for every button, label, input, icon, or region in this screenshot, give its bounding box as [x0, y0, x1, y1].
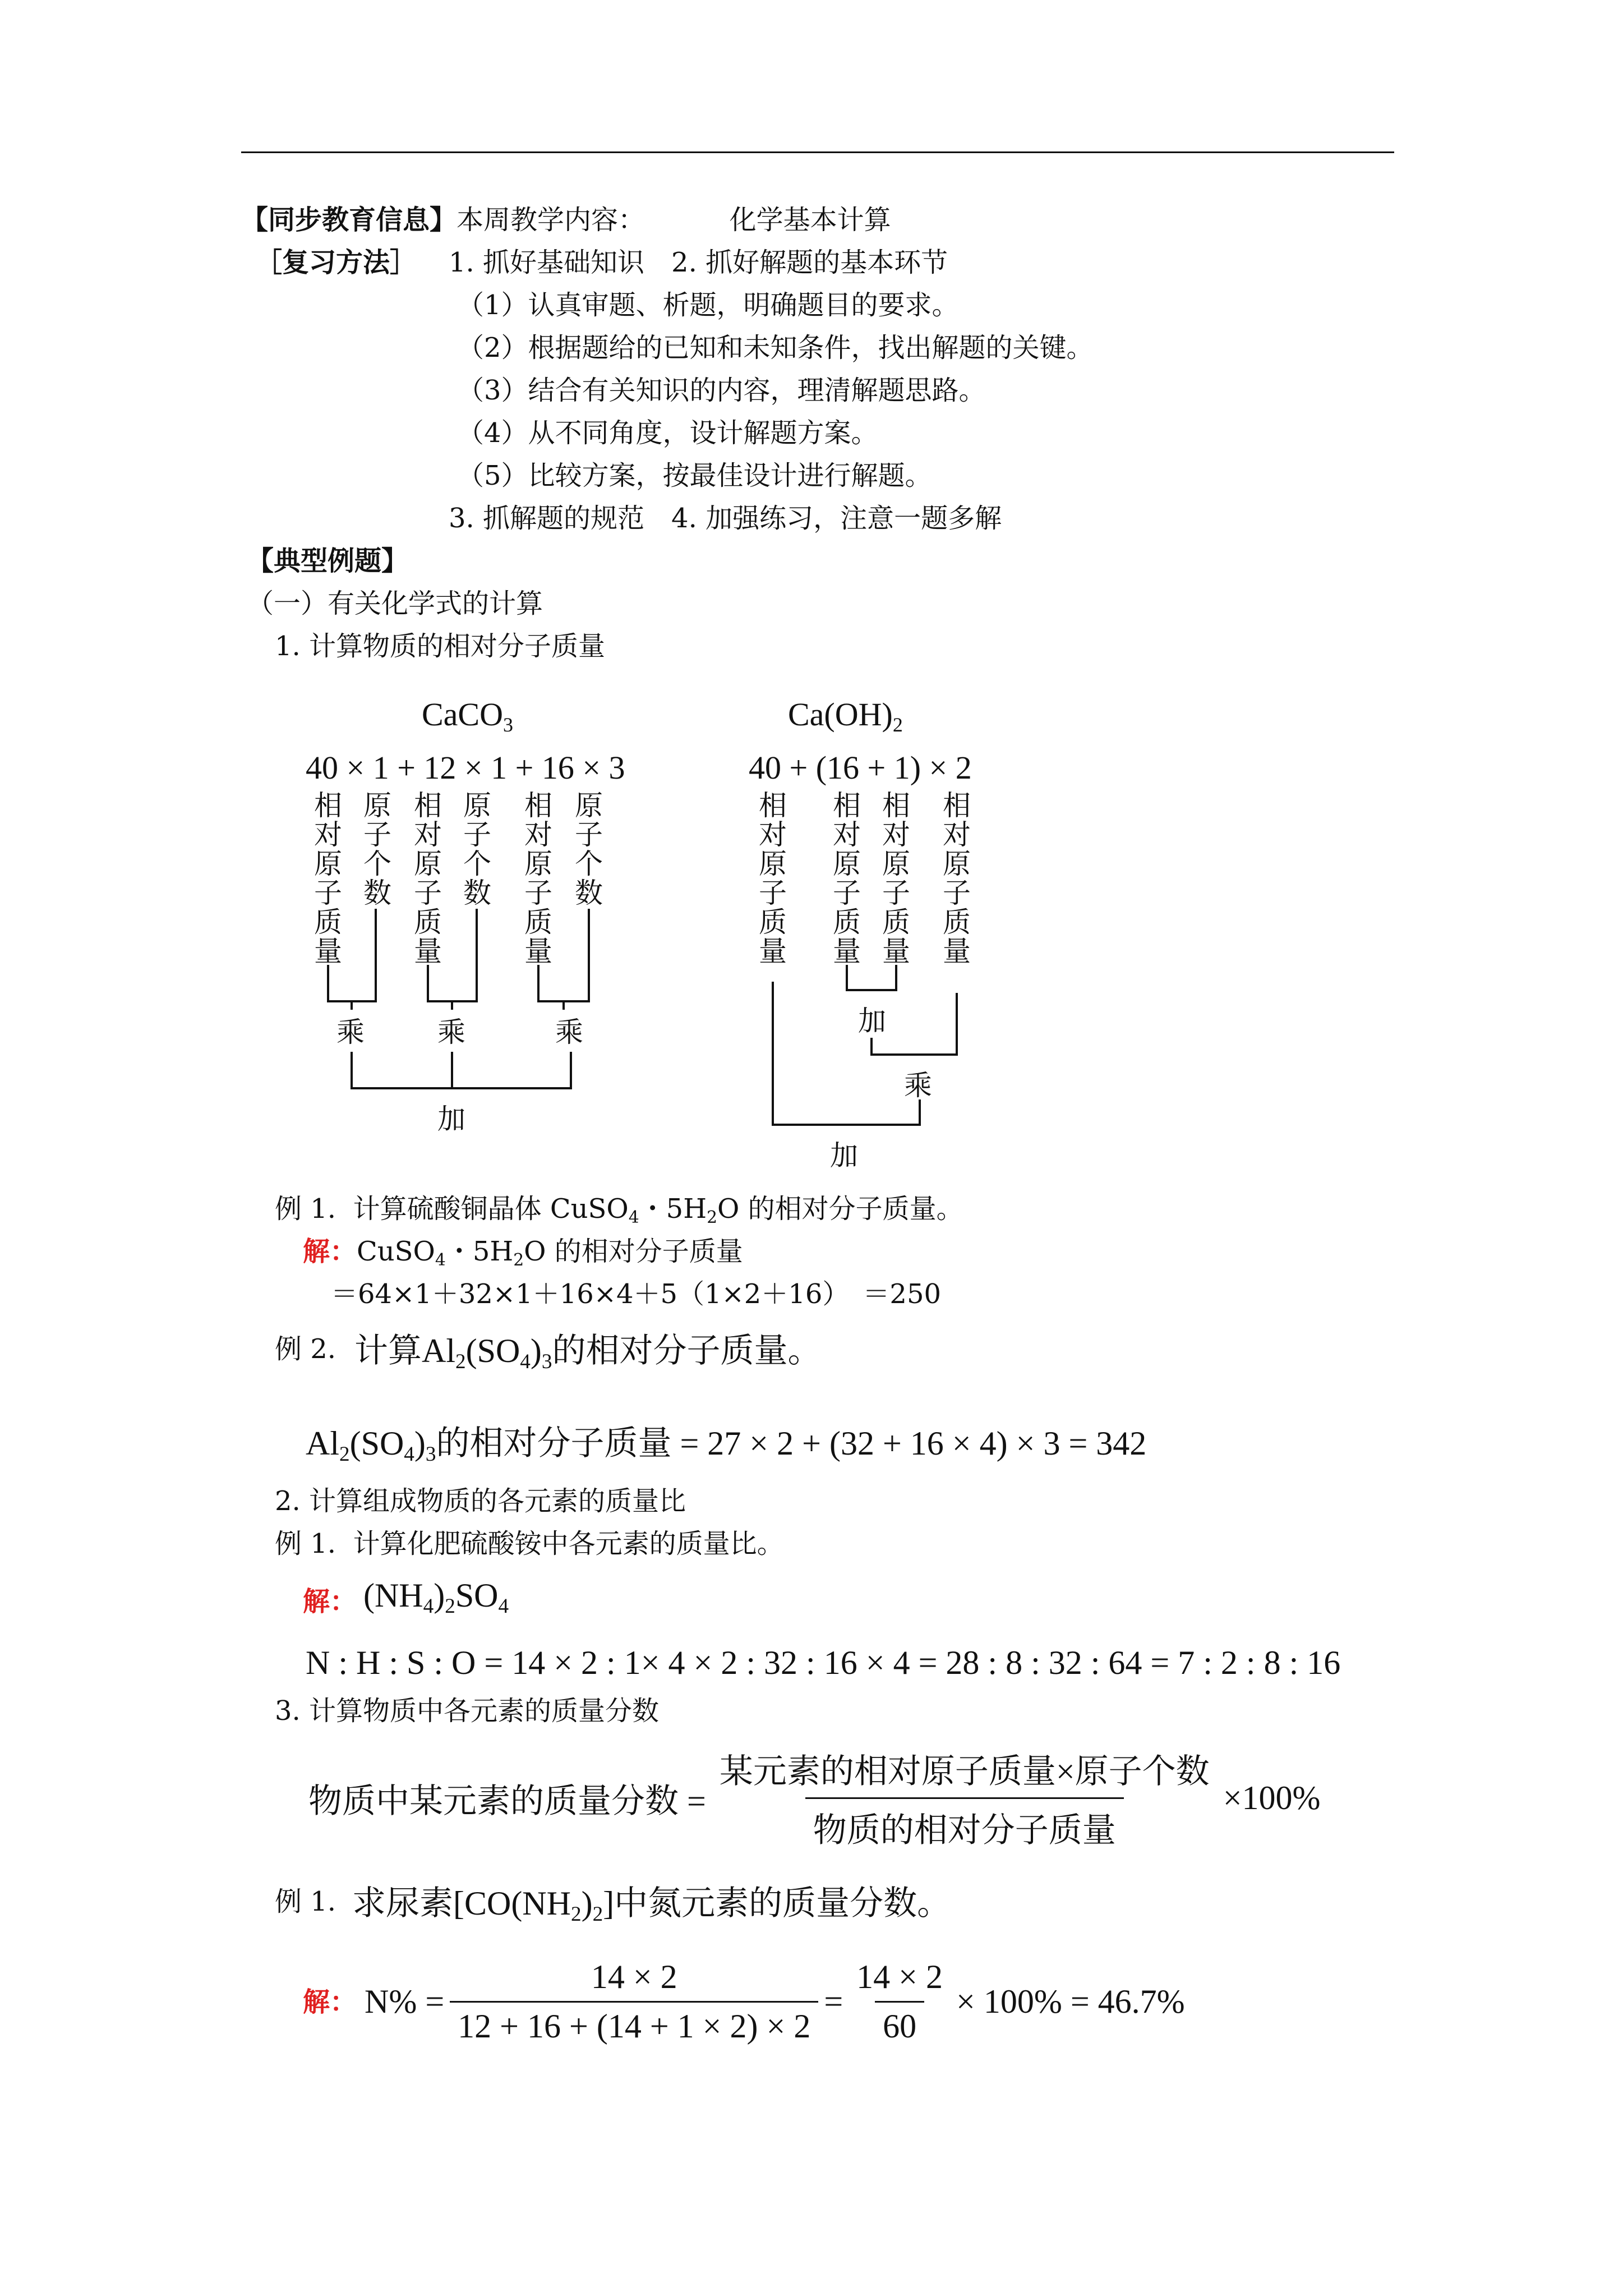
item3-title: 3. 计算物质中各元素的质量分数 — [275, 1695, 660, 1727]
caoh2-formula: $Ca(OH)_2$ — [788, 696, 903, 736]
section1-item1: 1. 计算物质的相对分子质量 — [275, 631, 606, 662]
method-step: （4）从不同角度，设计解题方案。 — [457, 417, 878, 449]
mass-fraction-formula: 物质中某元素的质量分数 = $\frac{\text{某元素的相对原子质量×原子个数}}{\text{物质的相对分子质量}}$ ×100% — [308, 1745, 1321, 1852]
caoh2-col: 相对原子质量 — [759, 789, 787, 968]
info-text: 本周教学内容： — [457, 204, 645, 236]
caco3-col: 相对原子质量 — [524, 789, 552, 968]
caoh2-expression: 40 + (16 + 1) × 2 — [749, 749, 972, 786]
method-step: （2）根据题给的已知和未知条件，找出解题的关键。 — [457, 332, 1094, 364]
item3-solution: 解： N% = $\frac{14 \times 2}{12 + 16 + (14 + 1 \times 2) \times 2}$ = $\frac{14 \times 2}{60}$ × 100% = 46.7% — [303, 1958, 1185, 2045]
section1-title: （一）有关化学式的计算 — [247, 588, 543, 619]
item2-ratio: N : H : S : O = 14 × 2 : 1× 4 × 2 : 32 : 16 × 4 = 28 : 8 : 32 : 64 = 7 : 2 : 8 : 16 — [306, 1644, 1341, 1681]
methods-line1: 1. 抓好基础知识 2. 抓好解题的基本环节 — [449, 247, 948, 278]
item3-ex-label: 例 1. — [275, 1886, 336, 1917]
caco3-mult: 乘 — [437, 1016, 465, 1048]
caco3-formula: CaCO$_3$ — [422, 696, 513, 736]
caco3-col: 原子个数 — [463, 789, 491, 909]
ex1-solution: 解：CuSO$_4$・$5H_2O$ 的相对分子质量 — [303, 1236, 743, 1270]
method-step: （3）结合有关知识的内容，理清解题思路。 — [457, 375, 986, 406]
ex2-question: 计算$Al_2(SO_4)_3$的相对分子质量。 — [354, 1332, 822, 1374]
caoh2-add-inner: 加 — [858, 1005, 886, 1037]
ex1-question: 例 1. 计算硫酸铜晶体 CuSO$_4$・$5H_2O$ 的相对分子质量。 — [275, 1193, 963, 1227]
item2-formula: $(NH_4)_2SO_4$ — [363, 1577, 509, 1618]
item2-example: 例 1. 计算化肥硫酸铵中各元素的质量比。 — [275, 1528, 784, 1559]
ex2-label: 例 2. — [275, 1333, 336, 1365]
caoh2-col: 相对原子质量 — [882, 789, 910, 968]
caco3-col: 相对原子质量 — [314, 789, 342, 968]
caoh2-col: 相对原子质量 — [833, 789, 861, 968]
item2-title: 2. 计算组成物质的各元素的质量比 — [275, 1485, 686, 1517]
solution-label: 解： — [303, 1986, 357, 2018]
caco3-expression: 40 × 1 + 12 × 1 + 16 × 3 — [306, 749, 625, 786]
caoh2-add-outer: 加 — [830, 1139, 858, 1172]
methods-label: ［复习方法］ — [255, 247, 417, 278]
caco3-mult: 乘 — [336, 1016, 365, 1048]
caco3-col: 原子个数 — [575, 789, 603, 909]
topic: 化学基本计算 — [729, 204, 891, 236]
formula-numerator: 某元素的相对原子质量×原子个数 — [719, 1753, 1210, 1790]
ex2-answer: $Al_2(SO_4)_3$的相对分子质量 = 27 × 2 + (32 + 16 × 4) × 3 = 342 — [306, 1425, 1147, 1466]
formula-denominator: 物质的相对分子质量 — [805, 1797, 1124, 1852]
examples-heading: 【典型例题】 — [247, 545, 409, 577]
caco3-col: 原子个数 — [363, 789, 391, 909]
caoh2-col: 相对原子质量 — [943, 789, 971, 968]
info-label: 【同步教育信息】 — [241, 204, 457, 236]
item2-solution-label: 解： — [303, 1586, 357, 1617]
method-step: （5）比较方案，按最佳设计进行解题。 — [457, 460, 932, 491]
caco3-mult: 乘 — [555, 1016, 583, 1048]
caco3-add: 加 — [437, 1103, 465, 1135]
ex1-calc: ＝64×1＋32×1＋16×4＋5（1×2＋16） ＝250 — [331, 1278, 942, 1310]
solution-label: 解： — [303, 1236, 357, 1267]
item3-question: 求尿素$[CO(NH_2)_2]$中氮元素的质量分数。 — [352, 1885, 951, 1926]
caoh2-mult: 乘 — [904, 1069, 932, 1102]
method-step: （1）认真审题、析题，明确题目的要求。 — [457, 289, 959, 321]
caco3-col: 相对原子质量 — [414, 789, 442, 968]
methods-line2: 3. 抓解题的规范 4. 加强练习，注意一题多解 — [449, 503, 1002, 534]
